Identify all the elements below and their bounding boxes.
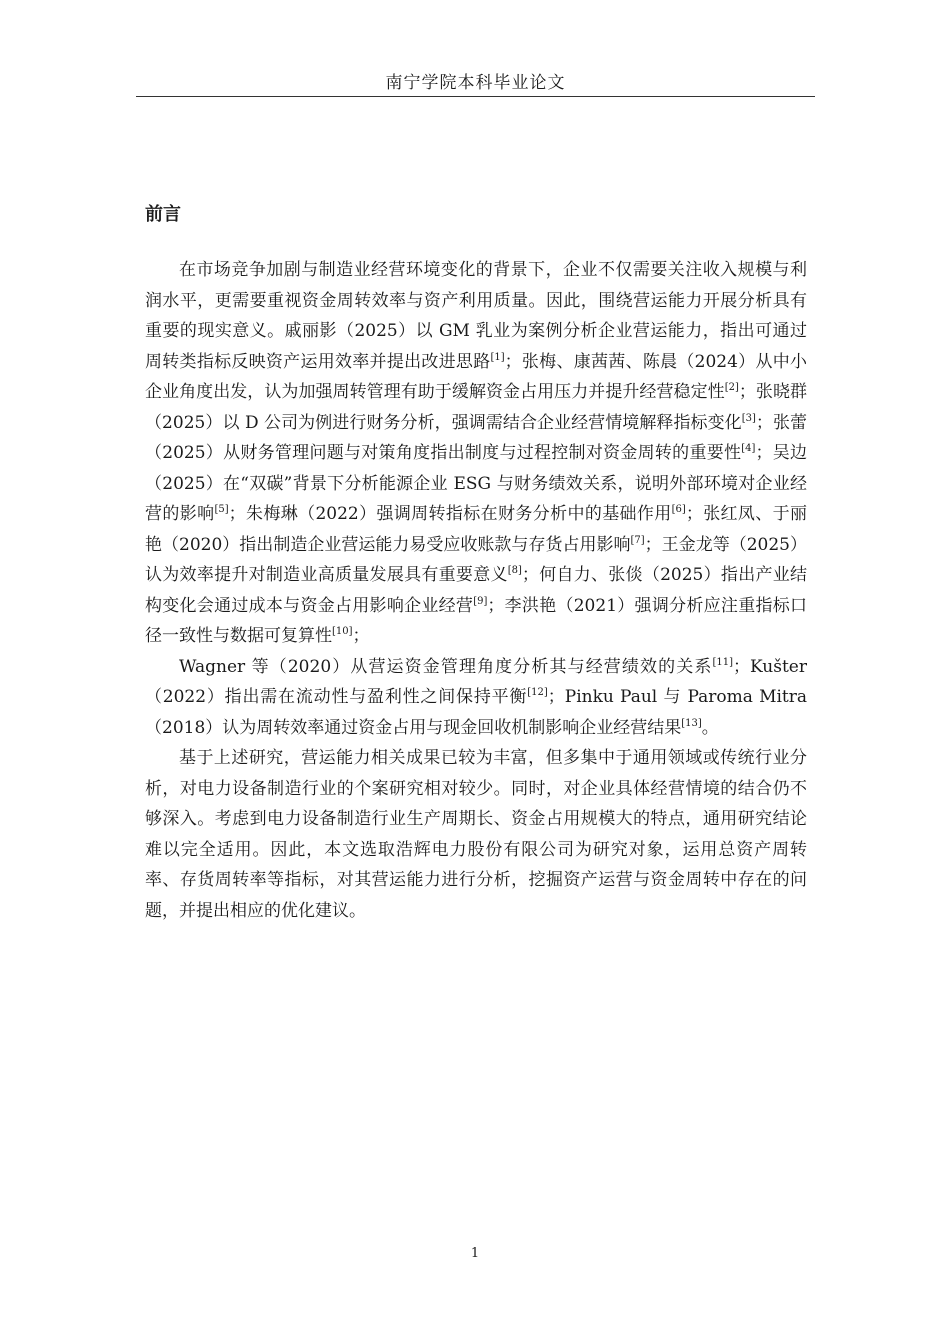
text-run: 。 — [701, 717, 719, 738]
text-run: ；何自力、张倓（2025）指出产业结构变化会通过成本与资金占用影响企业经营 — [145, 565, 808, 616]
text-run: 基于上述研究，营运能力相关成果已较为丰富，但多集中于通用领域或传统行业分析，对电力设备制造行业的个案研究相对较少。同时，对企业具体经营情境的结合仍不够深入。考虑到电力设备制造行业生产周期长、资金占用规模大的特点，通用研究结论难以完全适用。因此，本文选取浩辉电力股份有限公司为研究对象，运用总资产周转率、存货周转率等指标，对其营运能力进行分析，挖掘资产运营与资金周转中存在的问题，并提出相应的优化建议。 — [145, 748, 807, 921]
text-run: ；朱梅琳（2022）强调周转指标在财务分析中的基础作用 — [228, 504, 672, 524]
citation-ref: [6] — [671, 504, 686, 515]
text-run: 在市场竞争加剧与制造业经营环境变化的背景下，企业不仅需要关注收入规模与利润水平，更需要重视资金周转效率与资产利用质量。因此，围绕营运能力开展分析具有重要的现实意义。戚丽影（2025）以 GM 乳业为案例分析企业营运能力，指出可通过周转类指标反映资产运用效率并提出改进思路 — [145, 260, 807, 372]
page-number: 1 — [470, 1246, 480, 1261]
citation-ref: [11] — [712, 656, 733, 668]
citation-ref: [12] — [527, 687, 548, 698]
citation-ref: [1] — [490, 351, 505, 363]
text-run: ；Pinku Paul 与 Paroma Mitra（2018）认为周转效率通过资金占用与现金回收机制影响企业经营结果 — [145, 687, 808, 738]
body-text — [145, 255, 807, 926]
text-run: ；张红凤、于丽艳（2020）指出制造企业营运能力易受应收账款与存货占用影响 — [145, 504, 808, 555]
text-run: ；王金龙等（2025）认为效率提升对制造业高质量发展具有重要意义 — [145, 534, 807, 585]
citation-ref: [10] — [332, 626, 353, 637]
text-run: ；张梅、康茜茜、陈晨（2024）从中小企业角度出发，认为加强周转管理有助于缓解资金占用压力并提升经营稳定性 — [145, 351, 808, 402]
text-run: ；张蕾（2025）从财务管理问题与对策角度指出制度与过程控制对资金周转的重要性 — [145, 412, 808, 463]
paragraph-2 — [145, 652, 807, 744]
citation-ref: [3] — [741, 412, 756, 424]
paragraph-1 — [145, 255, 807, 652]
text-run: ；吴边（2025）在“双碳”背景下分析能源企业 ESG 与财务绩效关系，说明外部环境对企业经营的影响 — [145, 443, 807, 524]
text-run: ； — [352, 626, 370, 646]
citation-ref: [7] — [630, 534, 645, 546]
citation-ref: [9] — [473, 595, 488, 607]
citation-ref: [2] — [724, 382, 739, 393]
citation-ref: [13] — [681, 717, 702, 729]
text-run: ；李洪艳（2021）强调分析应注重指标口径一致性与数据可复算性 — [145, 595, 808, 646]
section-title: 前言 — [145, 204, 181, 225]
running-header: 南宁学院本科毕业论文 — [385, 73, 566, 93]
text-run: ；张晓群（2025）以 D 公司为例进行财务分析，强调需结合企业经营情境解释指标变化 — [145, 382, 808, 433]
text-run: ；Kušter（2022）指出需在流动性与盈利性之间保持平衡 — [145, 656, 807, 707]
header-divider — [136, 96, 815, 97]
citation-ref: [4] — [741, 443, 756, 454]
text-run: Wagner 等（2020）从营运资金管理角度分析其与经营绩效的关系 — [179, 656, 713, 677]
citation-ref: [8] — [507, 565, 522, 576]
citation-ref: [5] — [214, 504, 229, 515]
paragraph-3 — [145, 743, 807, 926]
